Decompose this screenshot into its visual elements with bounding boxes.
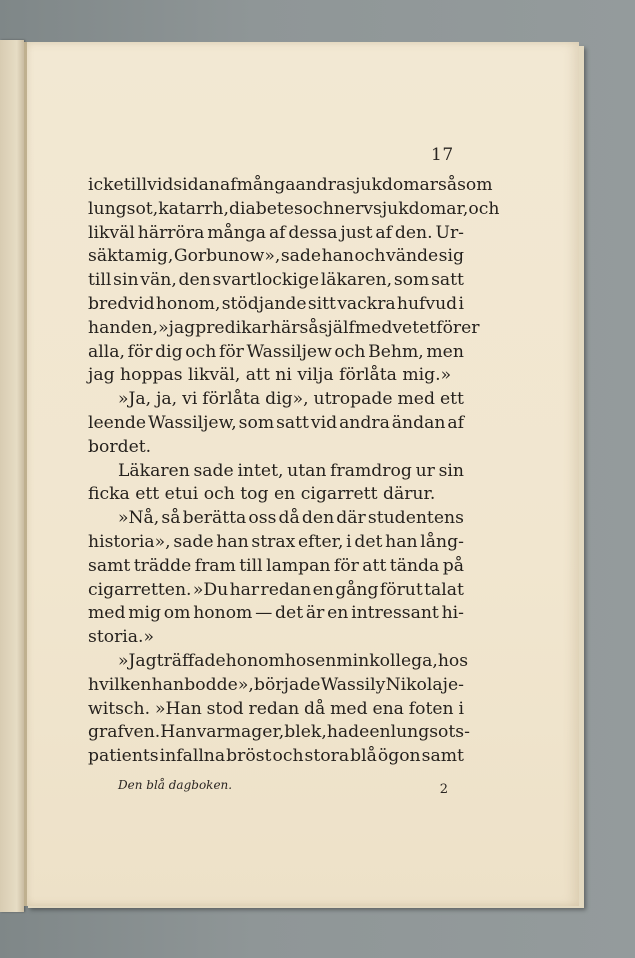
text-line: historia», sade han strax efter, i det han lång-: [88, 531, 464, 552]
text-line: bredvid honom, stödjande sitt vackra hufvud i: [88, 293, 464, 314]
text-line: samt trädde fram till lampan för att tända på: [88, 555, 464, 576]
text-line: »Jag träffade honom hos en min kollega, hos: [118, 650, 469, 671]
body-text: [88, 174, 500, 769]
text-line: witsch. »Han stod redan då med ena foten i: [88, 698, 464, 719]
text-line: grafven. Han var mager, blek, hade en lungsots-: [88, 722, 470, 743]
page-gutter: [24, 42, 27, 906]
text-line: bordet.: [88, 436, 152, 457]
text-line: jag hoppas likväl, att ni vilja förlåta mig.»: [88, 365, 452, 386]
text-line: hvilken han bodde», började Wassily Nikolaje-: [88, 674, 464, 695]
text-line: storia.»: [88, 627, 155, 648]
text-line: likväl härröra många af dessa just af den. Ur-: [88, 222, 464, 243]
text-line: »Nå, så berätta oss då den där studentens: [118, 508, 464, 529]
text-line: med mig om honom — det är en intressant hi-: [88, 603, 464, 624]
footer-book-title: Den blå dagboken.: [118, 778, 233, 792]
text-line: till sin vän, den svartlockige läkaren, som satt: [88, 270, 464, 291]
footer-signature-mark: 2: [439, 782, 448, 797]
text-line: icke till vid sidan af många andra sjukdomar såsom: [88, 175, 493, 195]
page-number: 17: [431, 145, 454, 165]
text-line: Läkaren sade intet, utan framdrog ur sin: [118, 460, 464, 481]
text-line: alla, för dig och för Wassiljew och Behm, men: [88, 341, 464, 362]
text-line: lungsot, katarrh, diabetes och nervsjukdomar, och: [88, 198, 500, 219]
text-line: »Ja, ja, vi förlåta dig», utropade med ett: [118, 389, 464, 410]
page-footer: [118, 778, 448, 797]
text-line: handen, »jag predikar här så själfmedvetet för er: [88, 317, 480, 338]
text-line: ficka ett etui och tog en cigarrett därur.: [88, 484, 436, 505]
text-line: patients infallna bröst och stora blå ögon samt: [88, 746, 464, 767]
text-line: säkta mig, Gorbunow», sade han och vände sig: [88, 246, 464, 267]
text-line: leende Wassiljew, som satt vid andra ändan af: [88, 412, 464, 433]
left-page-edge: [0, 40, 24, 912]
text-line: cigarretten. »Du har redan en gång förut talat: [88, 579, 464, 600]
